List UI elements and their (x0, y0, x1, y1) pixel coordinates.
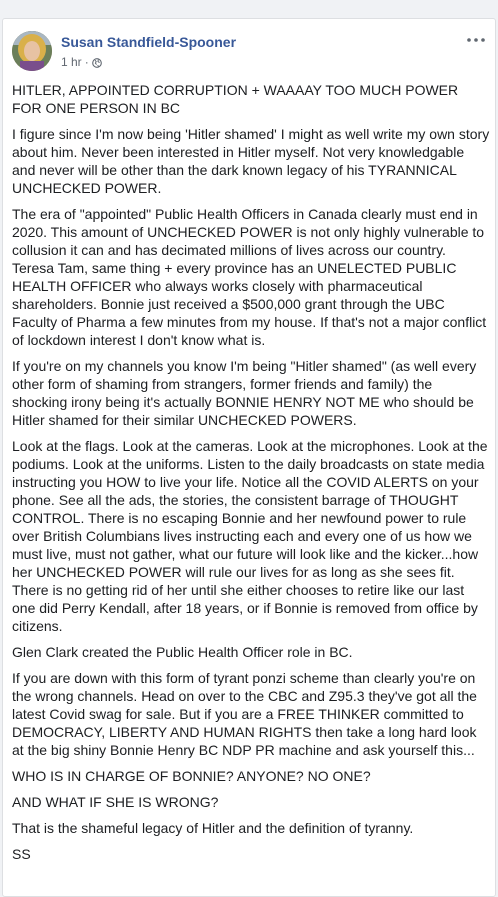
post-paragraph: If you are down with this form of tyrant ponzi scheme than clearly you're on the wrong channels. Head on over to the CBC and Z95.3 they've got all the latest Covid swag for sale. But if you are a FREE THINKER committed to DEMOCRACY, LIBERTY AND HUMAN RIGHTS then take a long hard look at the big shiny Bonnie Henry BC NDP PR machine and ask yourself this... (12, 670, 477, 758)
post-card (2, 18, 496, 897)
post-paragraph: I figure since I'm now being 'Hitler shamed' I might as well write my own story about him. Never been interested in Hitler myself. Not very knowledgable and never will be other than the dark known legacy of his TYRANNICAL UNCHECKED POWER. (12, 126, 490, 196)
more-options-icon[interactable] (463, 31, 489, 49)
post-body (12, 81, 490, 871)
post-paragraph: WHO IS IN CHARGE OF BONNIE? ANYONE? NO ONE? (12, 768, 371, 784)
post-headline: HITLER, APPOINTED CORRUPTION + WAAAAY TOO MUCH POWER FOR ONE PERSON IN BC (12, 82, 459, 116)
post-paragraph: The era of "appointed" Public Health Officers in Canada clearly must end in 2020. This amount of UNCHECKED POWER is not only highly vulnerable to collusion it can and has decimated millions of lives across our country. Teresa Tam, same thing + every province has an UNELECTED PUBLIC HEALTH OFFICER who always works closely with pharmaceutical shareholders. Bonnie just received a $500,000 grant through the UBC Faculty of Pharma a few minutes from my house. If that's not a major conflict of lockdown interest I don't know what is. (12, 206, 487, 348)
post-signature: SS (12, 846, 31, 862)
post-meta (61, 55, 102, 69)
post-header (3, 19, 495, 75)
post-paragraph: That is the shameful legacy of Hitler and the definition of tyranny. (12, 820, 414, 836)
post-paragraph: AND WHAT IF SHE IS WRONG? (12, 794, 219, 810)
post-paragraph: Look at the flags. Look at the cameras. Look at the microphones. Look at the podiums. Look at the uniforms. Listen to the daily broadcasts on state media instructing you HOW to live your life. Notice all the COVID ALERTS on your phone. See all the ads, the stories, the consistent barrage of THOUGHT CONTROL. There is no escaping Bonnie and her newfound power to rule over British Columbians lives instructing each and every one of us how we must live, must not gather, what our future will look like and the kicker...how her UNCHECKED POWER will rule our lives for as long as she sees fit. There is no getting rid of her until she either chooses to retire like our last one did Perry Kendall, after 18 years, or if Bonnie is removed from office by citizens. (12, 438, 488, 634)
globe-icon[interactable] (92, 57, 102, 67)
post-paragraph: If you're on my channels you know I'm being "Hitler shamed" (as well every other form of shaming from strangers, former friends and family) the shocking irony being it's actually BONNIE HENRY NOT ME who should be Hitler shamed for their similar UNCHECKED POWERS. (12, 358, 477, 428)
post-timestamp[interactable]: 1 hr (61, 55, 82, 69)
meta-separator: · (84, 55, 89, 69)
avatar[interactable] (12, 31, 52, 71)
author-name[interactable]: Susan Standfield-Spooner (61, 34, 237, 50)
post-paragraph: Glen Clark created the Public Health Officer role in BC. (12, 644, 353, 660)
